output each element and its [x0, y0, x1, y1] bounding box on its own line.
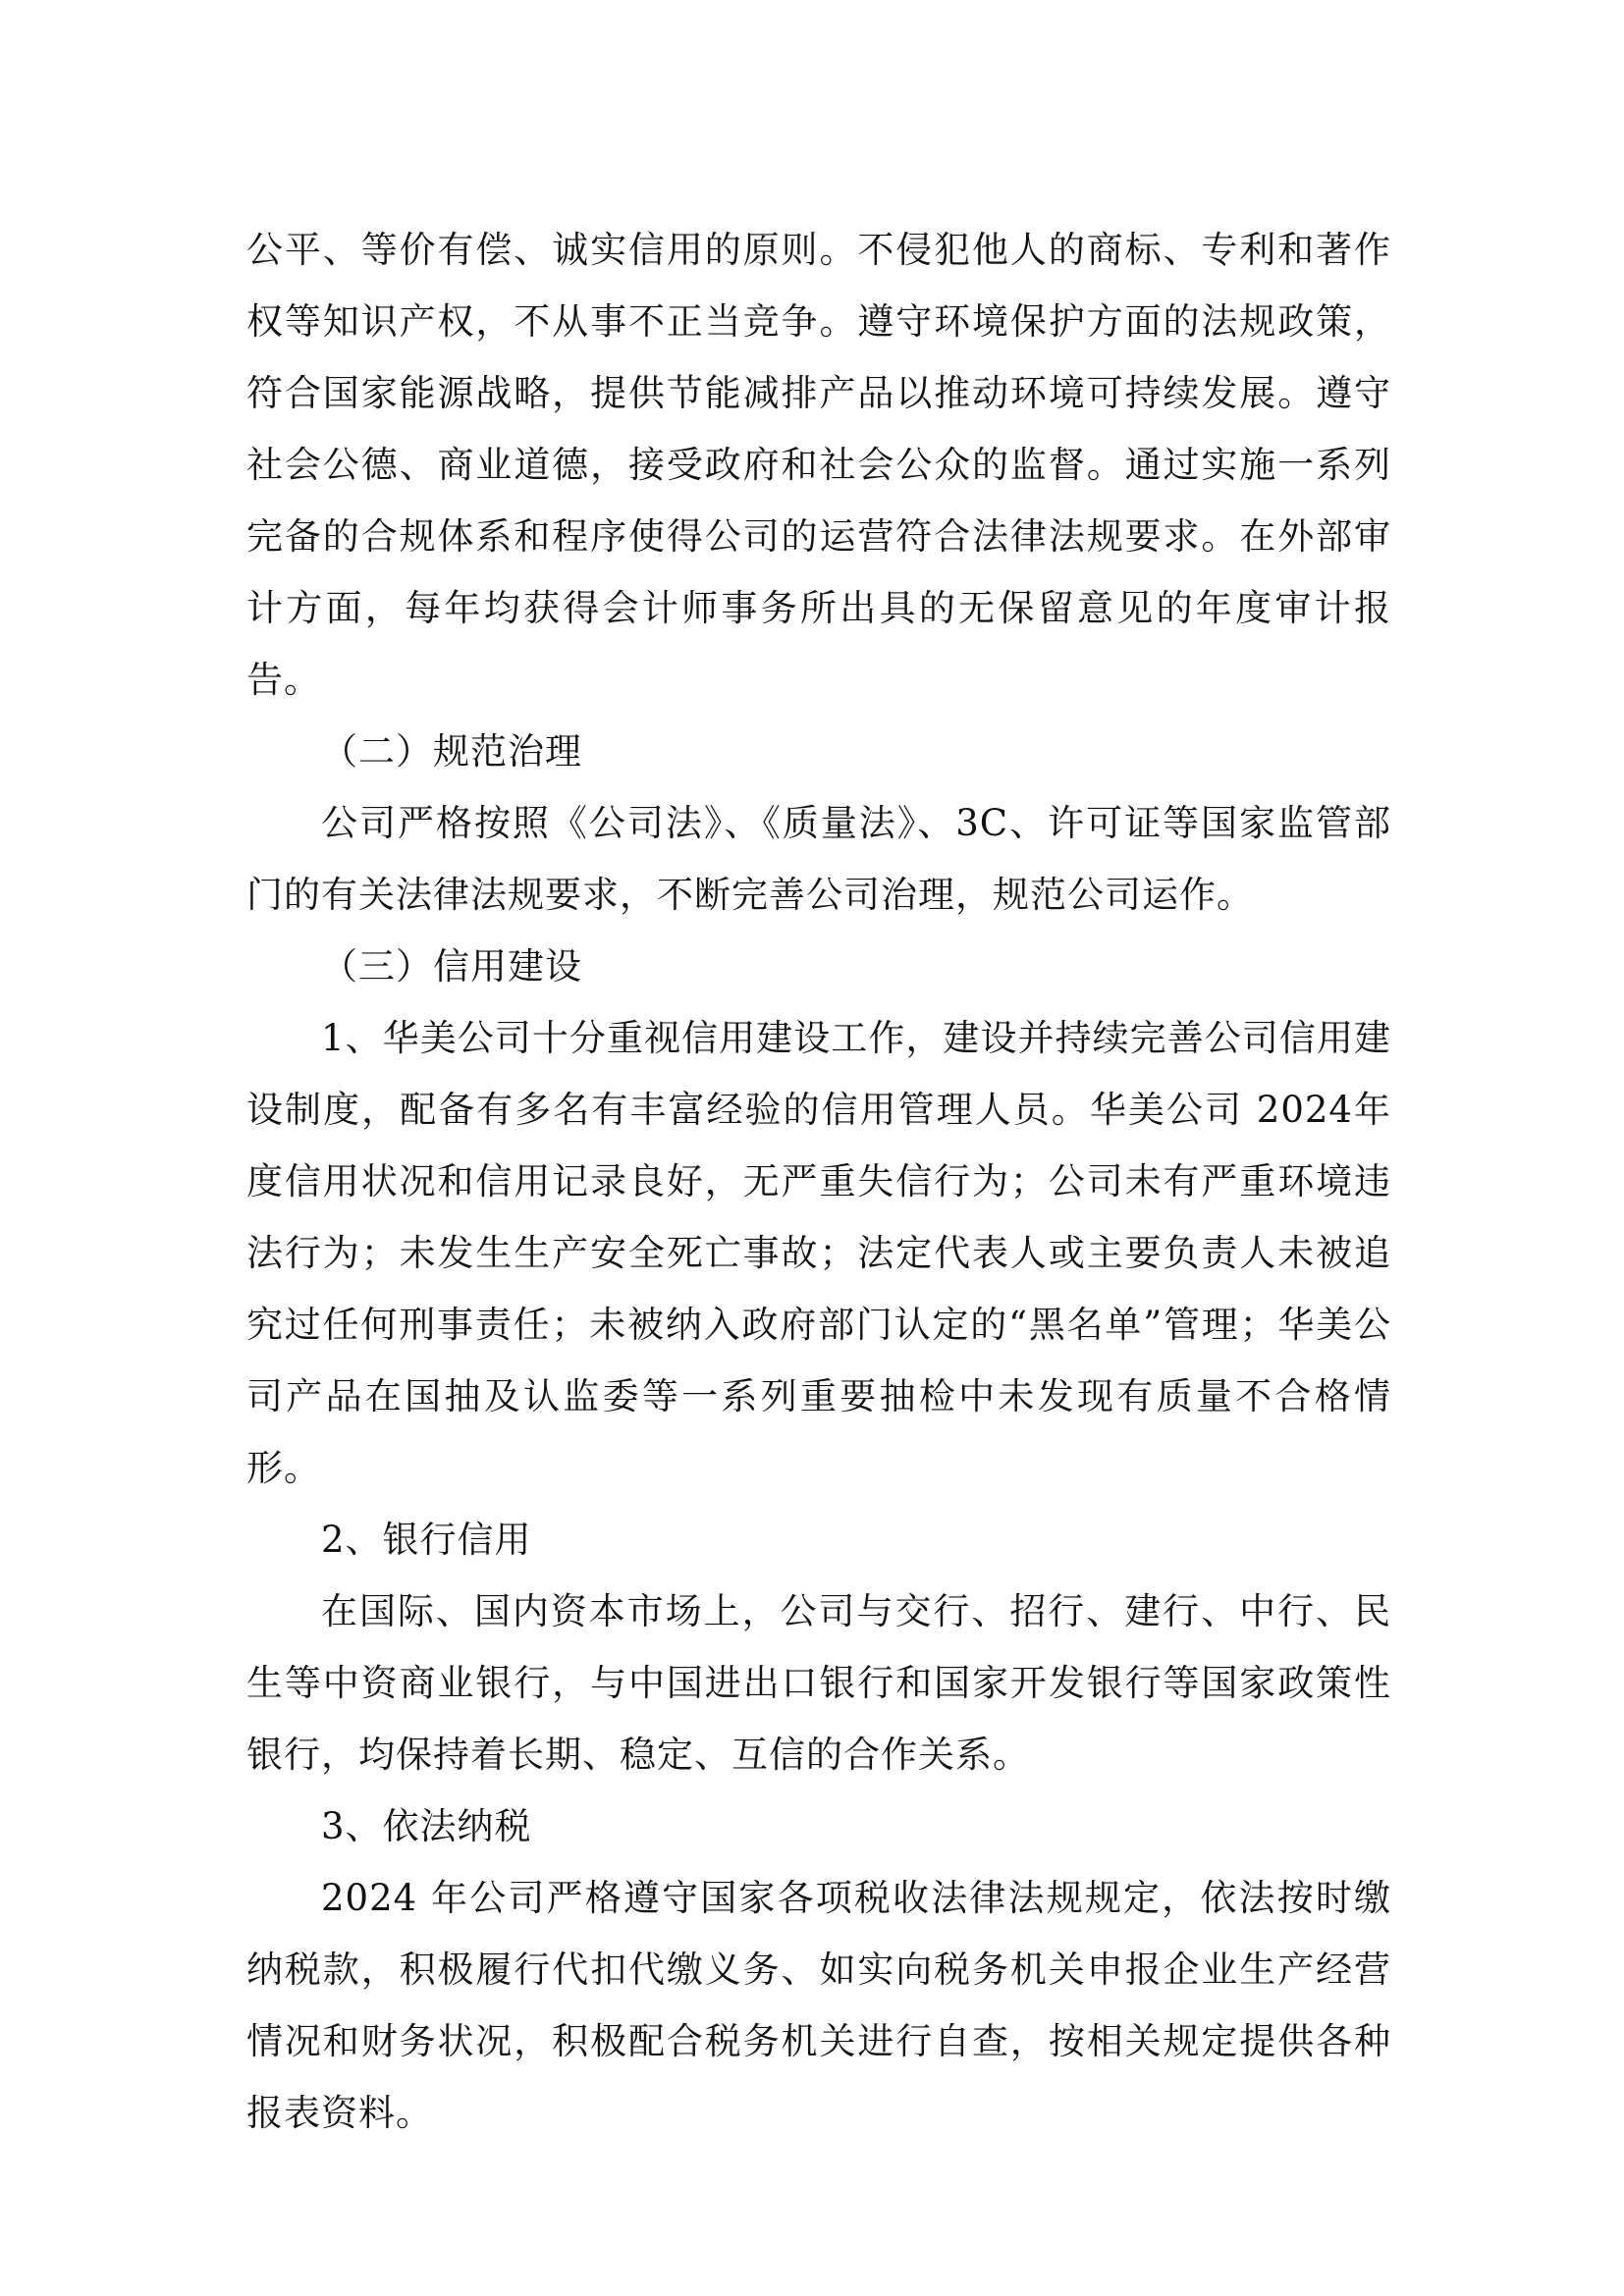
subheading-tax: 3、依法纳税 [321, 1805, 532, 1847]
paragraph-tax: 2024 年公司严格遵守国家各项税收法律法规规定，依法按时缴纳税款，积极履行代扣代缴义务、如实向税务机关申报企业生产经营情况和财务状况，积极配合税务机关进行自查，按相关规定提供各种报表资料。 [246, 1877, 1391, 2134]
section-heading-governance: （二）规范治理 [321, 730, 582, 773]
paragraph-compliance: 公平、等价有偿、诚实信用的原则。不侵犯他人的商标、专利和著作权等知识产权，不从事不正当竞争。遵守环境保护方面的法规政策，符合国家能源战略，提供节能减排产品以推动环境可持续发展。遵守社会公德、商业道德，接受政府和社会公众的监督。通过实施一系列完备的合规体系和程序使得公司的运营符合法律法规要求。在外部审计方面，每年均获得会计师事务所出具的无保留意见的年度审计报告。 [246, 229, 1391, 701]
paragraph-bank-credit: 在国际、国内资本市场上，公司与交行、招行、建行、中行、民生等中资商业银行，与中国进出口银行和国家开发银行等国家政策性银行，均保持着长期、稳定、互信的合作关系。 [246, 1590, 1391, 1776]
document-body [246, 214, 1391, 2149]
paragraph-governance: 公司严格按照《公司法》、《质量法》、3C、许可证等国家监管部门的有关法律法规要求，不断完善公司治理，规范公司运作。 [246, 802, 1391, 916]
section-heading-credit: （三）信用建设 [321, 945, 582, 988]
subheading-bank-credit: 2、银行信用 [321, 1519, 532, 1561]
paragraph-credit-building: 1、华美公司十分重视信用建设工作，建设并持续完善公司信用建设制度，配备有多名有丰富经验的信用管理人员。华美公司 2024年度信用状况和信用记录良好，无严重失信行为；公司未有严重环境违法行为；未发生生产安全死亡事故；法定代表人或主要负责人未被追究过任何刑事责任；未被纳入政府部门认定的“黑名单”管理；华美公司产品在国抽及认监委等一系列重要抽检中未发现有质量不合格情形。 [246, 1017, 1391, 1489]
